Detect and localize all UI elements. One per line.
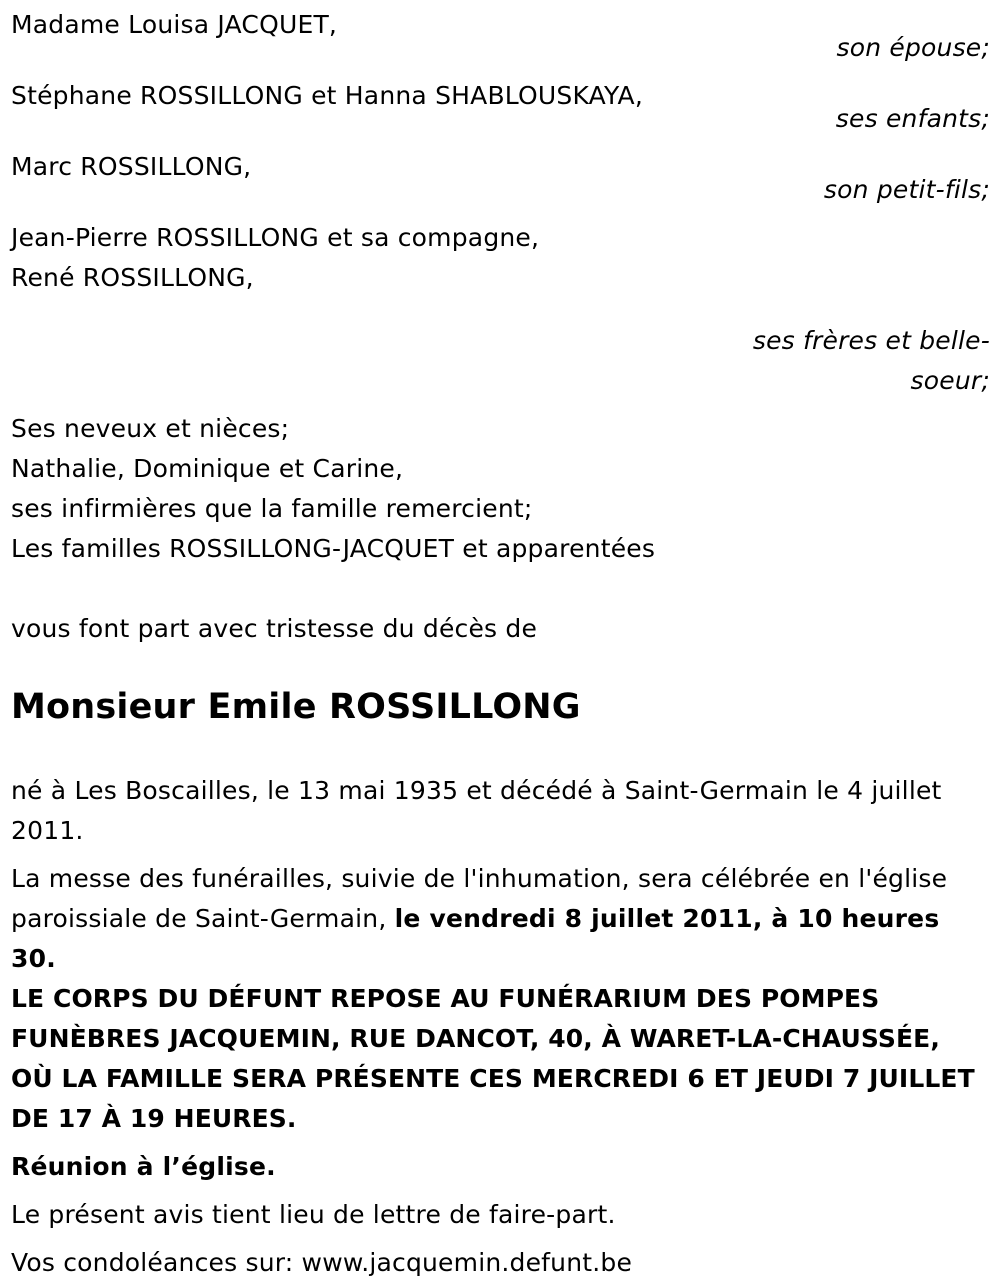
- other-relatives-line: Nathalie, Dominique et Carine,: [11, 454, 404, 483]
- notice-statement: Le présent avis tient lieu de lettre de faire-part.: [11, 1200, 616, 1229]
- funeral-mass-paragraph: [11, 859, 990, 979]
- birth-death-dates: né à Les Boscailles, le 13 mai 1935 et décédé à Saint-Germain le 4 juillet 2011.: [11, 776, 942, 845]
- deceased-name: Monsieur Emile ROSSILLONG: [11, 687, 581, 727]
- spouse-name: Madame Louisa JACQUET,: [11, 10, 338, 39]
- other-relatives-line: ses infirmières que la famille remercient;: [11, 494, 533, 523]
- children-relation: ses enfants;: [835, 104, 990, 133]
- brother-2: René ROSSILLONG,: [11, 263, 254, 292]
- church-meeting: Réunion à l’église.: [11, 1152, 276, 1181]
- grandson-relation: son petit-fils;: [823, 175, 990, 204]
- funeral-home-notice: LE CORPS DU DÉFUNT REPOSE AU FUNÉRARIUM DES POMPES FUNÈBRES JACQUEMIN, RUE DANCOT, 40, À WARET-LA-CHAUSSÉE, OÙ LA FAMILLE SERA PRÉSENTE CES MERCREDI 6 ET JEUDI 7 JUILLET DE 17 À 19 HEURES.: [11, 984, 975, 1133]
- other-relatives-line: Les familles ROSSILLONG-JACQUET et apparentées: [11, 534, 656, 563]
- obituary-notice: [11, 5, 990, 1283]
- funeral-mass-text: La messe des funérailles, suivie de l'inhumation, sera célébrée en l'église paroissiale de Saint-Germain,: [11, 864, 948, 933]
- grandson-name: Marc ROSSILLONG,: [11, 152, 252, 181]
- funeral-mass-date: le vendredi 8 juillet 2011, à 10 heures 30.: [11, 904, 940, 973]
- other-relatives-line: Ses neveux et nièces;: [11, 414, 290, 443]
- condolences-link[interactable]: Vos condoléances sur: www.jacquemin.defunt.be: [11, 1248, 633, 1277]
- brother-1: Jean-Pierre ROSSILLONG et sa compagne,: [11, 223, 540, 252]
- brothers-relation-line-2: soeur;: [910, 366, 990, 395]
- announcement-intro: vous font part avec tristesse du décès de: [11, 614, 538, 643]
- brothers-relation-line-1: ses frères et belle-: [752, 326, 990, 355]
- spouse-relation: son épouse;: [836, 33, 990, 62]
- children-names: Stéphane ROSSILLONG et Hanna SHABLOUSKAYA,: [11, 81, 643, 110]
